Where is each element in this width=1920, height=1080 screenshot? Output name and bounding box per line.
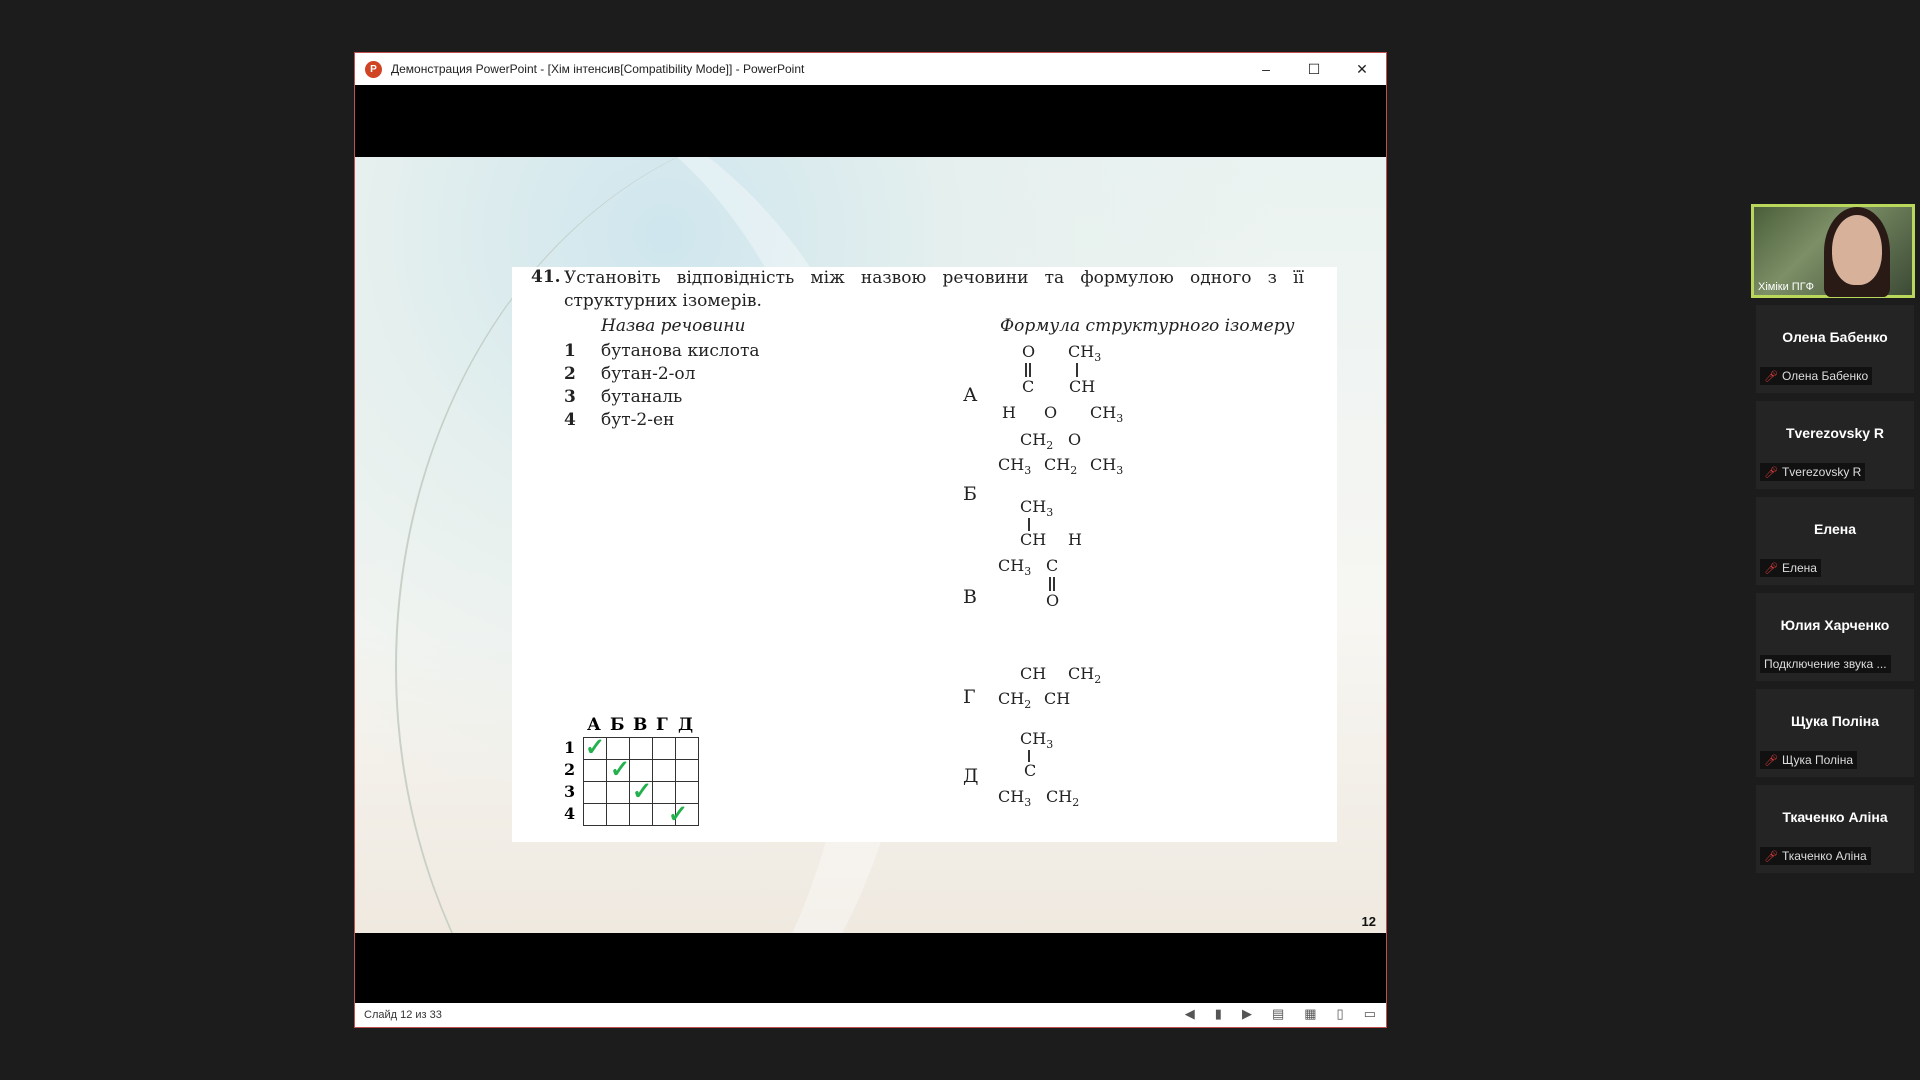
atom: CH — [1044, 689, 1071, 708]
slide-sorter-icon[interactable]: ▦ — [1304, 1006, 1317, 1021]
item-number: 4 — [564, 410, 576, 430]
minimize-button[interactable]: – — [1262, 61, 1270, 77]
bond — [1053, 577, 1055, 591]
atom: $CH_3$ — [1090, 455, 1124, 478]
atom: O — [1046, 591, 1060, 610]
item-number: 3 — [564, 387, 576, 407]
atom: CH — [1020, 664, 1047, 683]
item-name: бут-2-ен — [601, 410, 675, 430]
item-name: бутан-2-ол — [601, 364, 696, 384]
formula-label: А — [963, 384, 978, 406]
grid-row-header: 1 — [564, 738, 576, 757]
atom: CH — [1069, 377, 1096, 396]
grid-col-header: Г — [656, 715, 668, 735]
grid-row-header: 3 — [564, 782, 576, 801]
atom: $CH_2$ — [998, 689, 1032, 712]
status-bar — [355, 1003, 1386, 1027]
participant-name: Ткаченко Аліна — [1782, 809, 1888, 825]
grid-col-header: Б — [610, 715, 625, 735]
participant-name: Юлия Харченко — [1780, 617, 1890, 633]
item-number: 2 — [564, 364, 576, 384]
next-slide-icon[interactable]: ▶ — [1241, 1006, 1252, 1021]
atom: $CH_2$ — [1046, 787, 1080, 810]
bond — [1076, 363, 1078, 377]
atom: H — [1068, 530, 1082, 549]
question-text: Установіть відповідність між назвою речовини та формулою одного з її структурних ізомерів. — [564, 268, 1304, 311]
atom: $CH_3$ — [998, 556, 1032, 579]
participant-label: Щука Поліна — [1781, 753, 1854, 767]
atom: O — [1022, 342, 1036, 361]
atom: $CH_3$ — [998, 787, 1032, 810]
checkmark-icon: ✓ — [632, 778, 653, 805]
atom: $CH_3$ — [1068, 342, 1102, 365]
atom: H — [1002, 403, 1016, 422]
bond — [1029, 363, 1031, 377]
participant-name: Олена Бабенко — [1782, 329, 1888, 345]
participant-name: Щука Поліна — [1790, 713, 1880, 729]
normal-view-icon[interactable]: ▤ — [1271, 1006, 1285, 1021]
mic-muted-icon: 🎤︎ — [1764, 466, 1778, 479]
atom: O — [1068, 430, 1082, 449]
slideshow-icon[interactable]: ▭ — [1363, 1006, 1376, 1021]
reading-view-icon[interactable]: ▯ — [1336, 1006, 1344, 1021]
atom: C — [1046, 556, 1059, 575]
atom: $CH_3$ — [1020, 497, 1054, 520]
checkmark-icon: ✓ — [585, 734, 606, 761]
atom: O — [1044, 403, 1058, 422]
slide-page-number: 12 — [1361, 914, 1376, 929]
item-name: бутаналь — [601, 387, 683, 407]
powerpoint-window — [355, 53, 1386, 1027]
bond — [1049, 577, 1051, 591]
atom: $CH_2$ — [1044, 455, 1078, 478]
participant-label: Ткаченко Аліна — [1781, 849, 1867, 863]
participant-label: Олена Бабенко — [1781, 369, 1869, 383]
atom: $CH_3$ — [1020, 729, 1054, 752]
atom: $CH_3$ — [1090, 403, 1124, 426]
participant-tile[interactable] — [1756, 593, 1914, 681]
question-number: 41. — [531, 267, 561, 287]
formulas-header: Формула структурного ізомеру — [1000, 316, 1295, 336]
slide-canvas[interactable] — [355, 157, 1386, 933]
participant-name: Tverezovsky R — [1785, 425, 1885, 441]
question-panel — [512, 267, 1337, 842]
grid-row-header: 4 — [564, 804, 576, 823]
mic-muted-icon: 🎤︎ — [1764, 370, 1778, 383]
participant-name: Елена — [1813, 521, 1857, 537]
bond — [1025, 363, 1027, 377]
atom: $CH_3$ — [998, 455, 1032, 478]
pause-icon[interactable]: ▮ — [1214, 1006, 1222, 1021]
item-number: 1 — [564, 341, 576, 361]
participant-label: Подключение звука ... — [1764, 657, 1887, 671]
formula-label: Г — [963, 686, 976, 708]
participant-label: Tverezovsky R — [1781, 465, 1862, 479]
participant-tile[interactable] — [1756, 785, 1914, 873]
window-title: Демонстрация PowerPoint - [Хім інтенсив[Compatibility Mode]] - PowerPoint — [391, 62, 805, 76]
mic-muted-icon: 🎤︎ — [1764, 562, 1778, 575]
close-button[interactable]: ✕ — [1356, 60, 1368, 77]
atom: CH — [1020, 530, 1047, 549]
grid-col-header: В — [633, 715, 648, 735]
mic-muted-icon: 🎤︎ — [1764, 754, 1778, 767]
powerpoint-icon: P — [365, 61, 382, 78]
atom: $CH_2$ — [1068, 664, 1102, 687]
formula-label: Б — [963, 483, 977, 505]
grid-col-header: Д — [678, 715, 694, 735]
atom: C — [1022, 377, 1035, 396]
participant-tile[interactable] — [1756, 497, 1914, 585]
title-bar — [355, 53, 1386, 85]
atom: $CH_2$ — [1020, 430, 1054, 453]
participant-label: Елена — [1781, 561, 1817, 575]
names-header: Назва речовини — [601, 316, 746, 336]
maximize-button[interactable]: ☐ — [1307, 60, 1321, 77]
slide-counter: Слайд 12 из 33 — [364, 1009, 442, 1021]
active-speaker-video[interactable] — [1751, 204, 1915, 298]
checkmark-icon: ✓ — [668, 801, 689, 828]
participant-tile[interactable] — [1756, 689, 1914, 777]
participant-tile[interactable] — [1756, 305, 1914, 393]
formula-label: В — [963, 586, 977, 608]
grid-col-header: А — [587, 715, 601, 735]
atom: C — [1024, 761, 1037, 780]
previous-slide-icon[interactable]: ◀ — [1184, 1006, 1195, 1021]
video-participant-name: Хіміки ПГФ — [1758, 281, 1815, 293]
participant-tile[interactable] — [1756, 401, 1914, 489]
person-face — [1832, 215, 1882, 285]
grid-row-header: 2 — [564, 760, 576, 779]
formula-label: Д — [963, 765, 979, 787]
mic-muted-icon: 🎤︎ — [1764, 850, 1778, 863]
item-name: бутанова кислота — [601, 341, 760, 361]
checkmark-icon: ✓ — [610, 756, 631, 783]
